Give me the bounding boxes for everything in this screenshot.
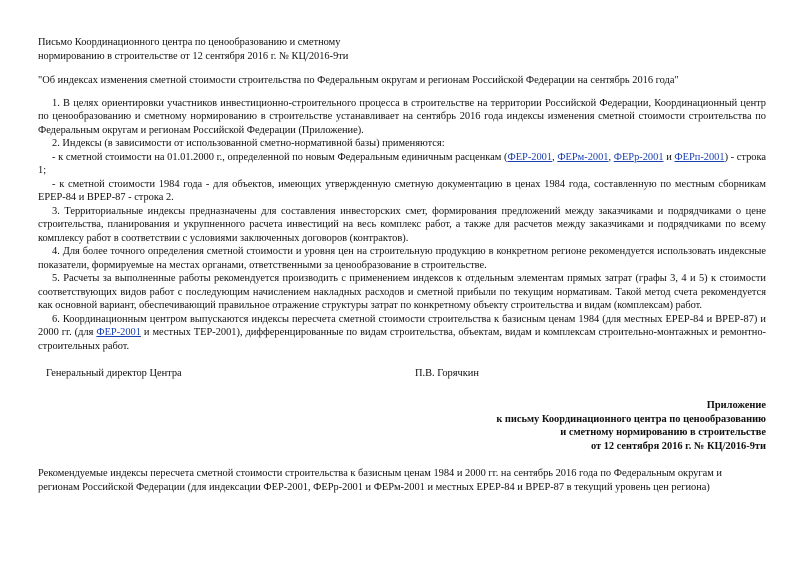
letter-body (38, 97, 766, 354)
appendix-heading (38, 399, 766, 453)
signature-position: Генеральный директор Центра (46, 368, 182, 379)
paragraph-2: 2. Индексы (в зависимости от использованной сметно-нормативной базы) применяются: (52, 138, 445, 149)
paragraph-3-text-after: ) - строка 1; (38, 151, 766, 176)
paragraph-3-sep-1: , (552, 151, 558, 163)
paragraph-3 (38, 151, 766, 178)
paragraph-4: - к сметной стоимости 1984 года - для объектов, имеющих утвержденную сметную документацию в ценах 1984 года, составленную по местным сборникам ЕРЕР-84 и ВРЕР-87 - строка 2. (38, 178, 766, 203)
paragraph-8 (38, 313, 766, 354)
link-fer-2001[interactable]: ФЕР-2001 (507, 151, 553, 163)
signature-name: П.В. Горячкин (415, 368, 479, 379)
paragraph-3-sep-3: и (663, 151, 675, 163)
paragraph-5: 3. Территориальные индексы предназначены для составления инвесторских смет, формирования предложений между заказчиками и подрядчиками о цене строительства, планирования и укрупненного расчета инвестиций на весь комплекс работ, а также для расчетов между заказчиками и подрядчиками по всему комплексу работ в соответствии с условиями заключенных договоров (контрактов). (38, 205, 766, 244)
letter-heading-line-1: Письмо Координационного центра по ценообразованию и сметному (38, 37, 341, 48)
paragraph-3-text-before: - к сметной стоимости на 01.01.2000 г., определенной по новым Федеральным единичным расценкам ( (52, 151, 508, 163)
appendix-line-1: Приложение (706, 400, 766, 411)
paragraph-7: 5. Расчеты за выполненные работы рекомендуется производить с применением индексов к отдельным элементам прямых затрат (графы 3, 4 и 5) к стоимости соответствующих видов работ с последующим начислением накладных расходов и сметной прибыли по текущим нормативам. Такой метод счета рекомендуется как основной вариант, обеспечивающий правильное отражение структуры затрат по конкретному объекту строительства и видам (комплексам) работ. (38, 273, 766, 311)
paragraph-8-text-before: 6. Координационным центром выпускаются индексы пересчета сметной стоимости строительства к базисным ценам 1984 (для местных ЕРЕР-84 и ВРЕР-87) и 2000 гг. (для (38, 313, 766, 338)
link-ferp-2001[interactable]: ФЕРп-2001 (674, 151, 725, 163)
letter-title: "Об индексах изменения сметной стоимости строительства по Федеральным округам и регионам Российской Федерации на сентябрь 2016 года" (38, 75, 679, 86)
document-page (38, 36, 766, 494)
paragraph-3-sep-2: , (608, 151, 614, 163)
paragraph-1: 1. В целях ориентировки участников инвестиционно-строительного процесса в строительстве на территории Российской Федерации, Координационный центр по ценообразованию и сметному нормированию в строительстве устанавливает на сентябрь 2016 года индексы изменения сметной стоимости строительства по Федеральным округам и регионам Российской Федерации (Приложение). (38, 97, 766, 136)
letter-heading-line-2: нормированию в строительстве от 12 сентября 2016 г. № КЦ/2016-9ти (38, 50, 349, 62)
appendix-line-4: от 12 сентября 2016 г. № КЦ/2016-9ти (590, 440, 766, 452)
appendix-line-2: к письму Координационного центра по ценообразованию (496, 413, 766, 425)
recommendation-text: Рекомендуемые индексы пересчета сметной стоимости строительства к базисным ценам 1984 и 2000 гг. на сентябрь 2016 года по Федеральным округам и регионам Российской Федерации (для индексации ФЕР-2001, ФЕРр-2001 и ФЕРм-2001 и местных ЕРЕР-84 и ВРЕР-87 в текущий уровень цен региона) (38, 468, 722, 493)
letter-heading (38, 36, 766, 63)
link-ferm-2001[interactable]: ФЕРм-2001 (557, 151, 609, 163)
paragraph-8-text-after: и местных ТЕР-2001), дифференцированные по видам строительства, объектам, видам и комплексам строительно-монтажных и ремонтно-строительных работ. (38, 327, 766, 352)
link-ferr-2001[interactable]: ФЕРр-2001 (613, 151, 664, 163)
appendix-line-3: и сметному нормированию в строительстве (560, 427, 766, 438)
link-fer-2001-second[interactable]: ФЕР-2001 (96, 327, 141, 338)
signature-block (38, 367, 766, 381)
paragraph-6: 4. Для более точного определения сметной стоимости и уровня цен на строительную продукцию в конкретном регионе рекомендуется использовать индексные показатели, формируемые на местах органами, ответственными за ценообразование в строительстве. (38, 246, 766, 271)
